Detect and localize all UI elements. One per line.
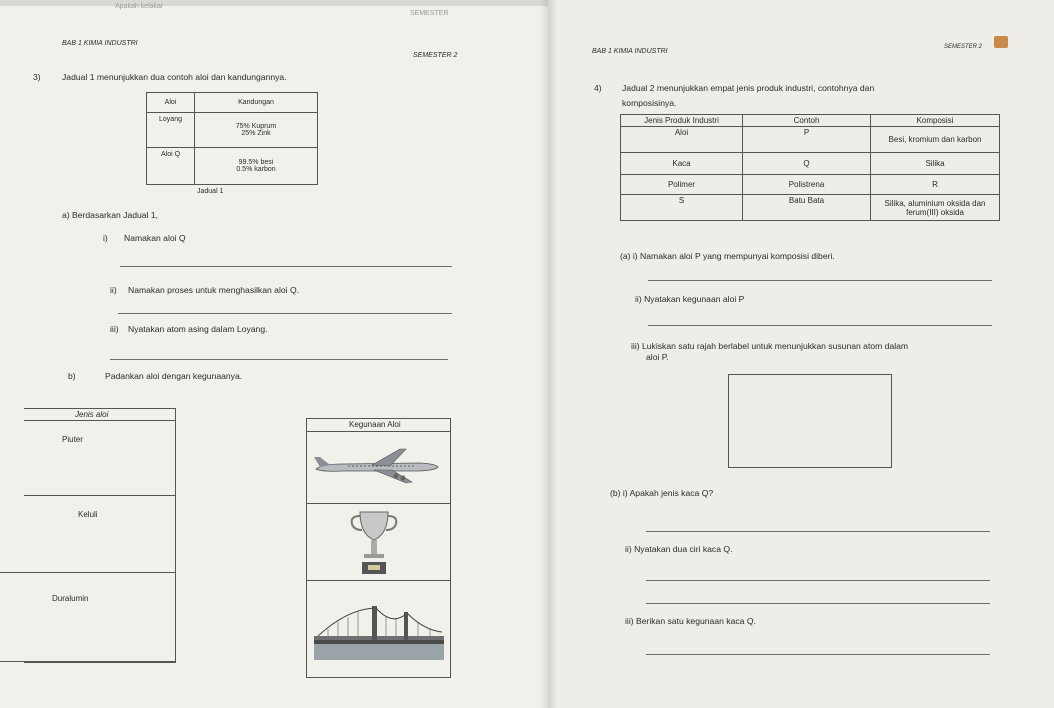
- answer-line[interactable]: [118, 313, 452, 314]
- table-2-cell: Polimer: [621, 175, 743, 195]
- answer-line[interactable]: [648, 280, 992, 281]
- q3-a-iii-label: iii): [110, 324, 119, 334]
- answer-line[interactable]: [648, 325, 992, 326]
- table-1-content-line: 75% Kuprum: [235, 123, 277, 130]
- q4-b-iii-question: iii) Berikan satu kegunaan kaca Q.: [625, 616, 756, 626]
- q4-b-i-question: (b) i) Apakah jenis kaca Q?: [610, 488, 714, 498]
- faint-semester-text: SEMESTER: [410, 10, 449, 17]
- table-2: [620, 114, 1000, 221]
- column-divider: [306, 580, 451, 581]
- column-divider: [306, 431, 451, 432]
- table-2-cell: S: [621, 195, 743, 221]
- q4-number: 4): [594, 83, 602, 93]
- table-2-cell: P: [743, 127, 871, 153]
- alloy-type-item[interactable]: Keluli: [78, 510, 98, 519]
- trophy-icon[interactable]: [346, 508, 402, 578]
- q3-a-i-question: Namakan aloi Q: [124, 233, 186, 243]
- q3-a-i-label: i): [103, 233, 108, 243]
- answer-line[interactable]: [646, 603, 990, 604]
- table-2-header: Contoh: [743, 115, 871, 127]
- q4-a-iii-question-2: aloi P.: [646, 352, 669, 362]
- answer-line[interactable]: [110, 359, 448, 360]
- alloy-type-column: [24, 408, 176, 663]
- table-2-cell: Kaca: [621, 153, 743, 175]
- column-divider: [0, 661, 176, 662]
- table-2-cell: Besi, kromium dan karbon: [871, 127, 1000, 153]
- bridge-icon[interactable]: [314, 600, 444, 660]
- q4-intro-line-2: komposisinya.: [622, 98, 677, 108]
- alloy-type-title: Jenis aloi: [75, 410, 109, 419]
- table-1-header-content: Kandungan: [195, 93, 318, 113]
- q3-a-ii-label: ii): [110, 285, 117, 295]
- table-1-content-line: 25% Zink: [241, 130, 271, 137]
- table-2-cell: R: [871, 175, 1000, 195]
- table-2-header: Komposisi: [871, 115, 1000, 127]
- q4-b-ii-question: ii) Nyatakan dua ciri kaca Q.: [625, 544, 733, 554]
- q4-a-i-question: (a) i) Namakan aloi P yang mempunyai komposisi diberi.: [620, 251, 835, 261]
- chapter-title-left: BAB 1 KIMIA INDUSTRI: [62, 40, 138, 47]
- answer-line[interactable]: [646, 531, 990, 532]
- sticker-icon: [994, 36, 1008, 48]
- airplane-icon[interactable]: [312, 447, 442, 487]
- column-divider: [24, 420, 176, 421]
- q3-number: 3): [33, 72, 41, 82]
- q3-a-ii-question: Namakan proses untuk menghasilkan aloi Q.: [128, 285, 300, 295]
- answer-line[interactable]: [120, 266, 452, 267]
- table-2-cell: Polistrena: [743, 175, 871, 195]
- q3-part-a: a) Berdasarkan Jadual 1,: [62, 210, 159, 220]
- table-1-row-alloy: Loyang: [147, 113, 195, 148]
- q4-a-iii-question-1: iii) Lukiskan satu rajah berlabel untuk menunjukkan susunan atom dalam: [631, 341, 909, 351]
- column-divider: [306, 503, 451, 504]
- page-fold: [540, 0, 558, 708]
- table-1: [146, 92, 318, 185]
- q3-intro: Jadual 1 menunjukkan dua contoh aloi dan kandungannya.: [62, 72, 287, 82]
- alloy-type-item[interactable]: Duralumin: [52, 594, 89, 603]
- semester-label-right: SEMESTER 2: [944, 44, 983, 50]
- faint-top-text: Apakah kelakar: [115, 3, 164, 10]
- table-2-cell: Aloi: [621, 127, 743, 153]
- table-2-cell: Silika: [871, 153, 1000, 175]
- answer-line[interactable]: [646, 580, 990, 581]
- table-1-caption: Jadual 1: [197, 188, 224, 195]
- q3-part-b-question: Padankan aloi dengan kegunaanya.: [105, 371, 243, 381]
- chapter-title-right: BAB 1 KIMIA INDUSTRI: [592, 48, 668, 55]
- table-2-cell: Silika, aluminium oksida dan ferum(III) oksida: [871, 195, 1000, 221]
- q3-a-iii-question: Nyatakan atom asing dalam Loyang.: [128, 324, 268, 334]
- alloy-use-title: Kegunaan Aloi: [349, 420, 401, 429]
- column-divider: [24, 495, 176, 496]
- answer-line[interactable]: [646, 654, 990, 655]
- q4-a-ii-question: ii) Nyatakan kegunaan aloi P: [635, 294, 745, 304]
- table-2-header: Jenis Produk Industri: [621, 115, 743, 127]
- table-2-cell: Q: [743, 153, 871, 175]
- table-1-header-alloy: Aloi: [147, 93, 195, 113]
- table-2-cell: Batu Bata: [743, 195, 871, 221]
- q4-intro-line-1: Jadual 2 menunjukkan empat jenis produk industri, contohnya dan: [622, 83, 875, 93]
- semester-label-left: SEMESTER 2: [413, 52, 458, 59]
- table-1-content-line: 99.5% besi: [238, 159, 274, 166]
- q3-part-b-label: b): [68, 371, 76, 381]
- alloy-type-item[interactable]: Piuter: [62, 435, 83, 444]
- column-divider: [0, 572, 176, 573]
- drawing-box[interactable]: [728, 374, 892, 468]
- table-1-content-line: 0.5% karbon: [236, 166, 276, 173]
- table-1-row-alloy: Aloi Q: [147, 148, 195, 185]
